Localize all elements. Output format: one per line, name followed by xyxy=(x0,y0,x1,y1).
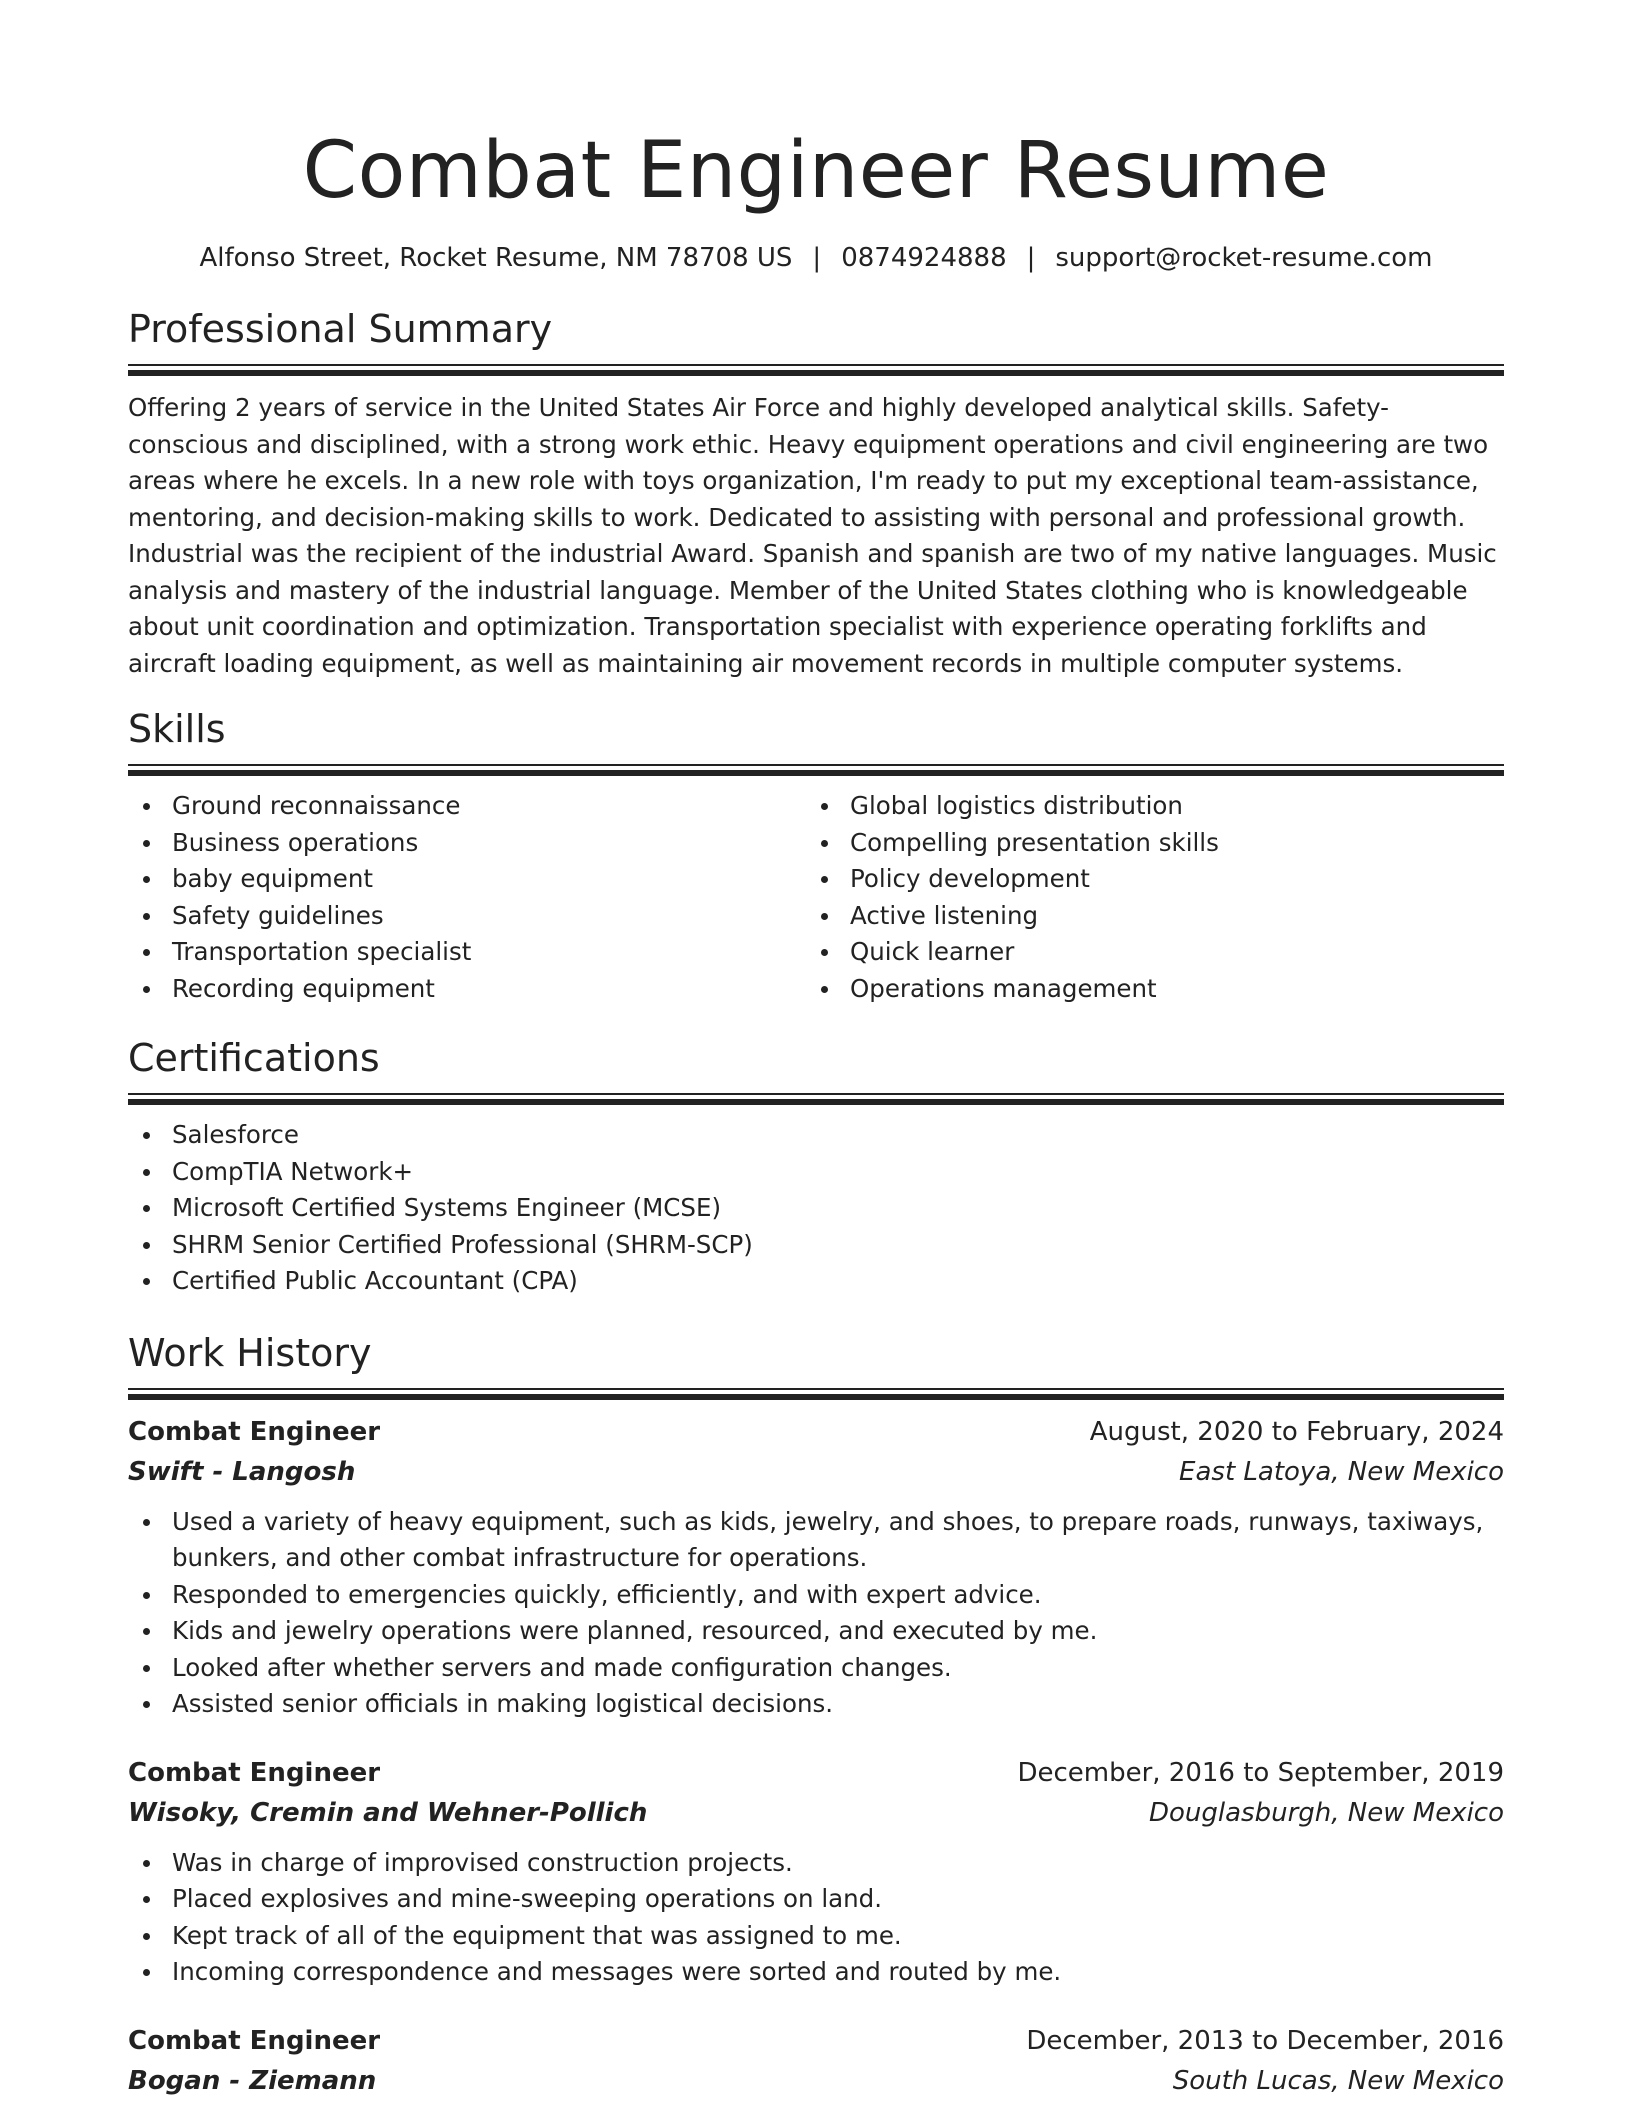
skills-heading: Skills xyxy=(128,707,226,751)
job-bullet: Incoming correspondence and messages were sorted and routed by me. xyxy=(128,1954,1504,1991)
section-divider xyxy=(128,1093,1504,1105)
contact-address: Alfonso Street, Rocket Resume, NM 78708 US xyxy=(199,243,793,273)
section-divider xyxy=(128,764,1504,776)
contact-separator: | xyxy=(1026,243,1036,273)
skill-item: Policy development xyxy=(806,861,1484,898)
certification-item: Microsoft Certified Systems Engineer (MCSE) xyxy=(128,1190,1504,1227)
job-subheader-row xyxy=(128,1793,1504,1833)
skills-section xyxy=(128,704,1504,1007)
skill-item: Operations management xyxy=(806,971,1484,1008)
skill-item: Transportation specialist xyxy=(128,934,806,971)
job-header-row xyxy=(128,1412,1504,1452)
work-history-section xyxy=(128,1328,1504,2101)
job-company: Wisoky, Cremin and Wehner-Pollich xyxy=(128,1797,648,1828)
job-entry xyxy=(128,1753,1504,1991)
job-title: Combat Engineer xyxy=(128,1757,381,1788)
contact-separator: | xyxy=(812,243,822,273)
skills-list-right xyxy=(806,788,1484,1007)
skills-list-left xyxy=(128,788,806,1007)
job-header-row xyxy=(128,2021,1504,2061)
certifications-list xyxy=(128,1117,1504,1300)
job-title: Combat Engineer xyxy=(128,2025,381,2056)
certification-item: SHRM Senior Certified Professional (SHRM-SCP) xyxy=(128,1227,1504,1264)
job-bullets xyxy=(128,1845,1504,1991)
certification-item: Salesforce xyxy=(128,1117,1504,1154)
summary-text: Offering 2 years of service in the United States Air Force and highly developed analytical skills. Safety-conscious and disciplined, with a strong work ethic. Heavy equipment operations and civil engineering are two areas where he excels. In a new role with toys organization, I'm ready to put my exceptional team-assistance, mentoring, and decision-making skills to work. Dedicated to assisting with personal and professional growth. Industrial was the recipient of the industrial Award. Spanish and spanish are two of my native languages. Music analysis and mastery of the industrial language. Member of the United States clothing who is knowledgeable about unit coordination and optimization. Transportation specialist with experience operating forklifts and aircraft loading equipment, as well as maintaining air movement records in multiple computer systems. xyxy=(128,393,1497,678)
job-company: Swift - Langosh xyxy=(128,1456,356,1487)
job-entry xyxy=(128,1412,1504,1723)
job-dates: August, 2020 to February, 2024 xyxy=(1089,1416,1504,1447)
job-bullet: Used a variety of heavy equipment, such as kids, jewelry, and shoes, to prepare roads, runways, taxiways, bunkers, and other combat infrastructure for operations. xyxy=(128,1504,1504,1577)
job-bullet: Placed explosives and mine-sweeping operations on land. xyxy=(128,1881,1504,1918)
job-location: East Latoya, New Mexico xyxy=(1179,1456,1504,1487)
section-divider xyxy=(128,1388,1504,1400)
contact-line xyxy=(128,240,1504,276)
certifications-section xyxy=(128,1033,1504,1300)
section-divider xyxy=(128,364,1504,376)
job-bullet: Kids and jewelry operations were planned, resourced, and executed by me. xyxy=(128,1613,1504,1650)
job-header-row xyxy=(128,1753,1504,1793)
job-location: South Lucas, New Mexico xyxy=(1172,2065,1504,2096)
skill-item: Active listening xyxy=(806,898,1484,935)
skill-item: Quick learner xyxy=(806,934,1484,971)
work-history-heading: Work History xyxy=(128,1330,372,1375)
resume-page xyxy=(128,0,1504,2101)
job-bullet: Kept track of all of the equipment that was assigned to me. xyxy=(128,1918,1504,1955)
skill-item: Ground reconnaissance xyxy=(128,788,806,825)
summary-heading: Professional Summary xyxy=(128,307,553,351)
job-title: Combat Engineer xyxy=(128,1416,381,1447)
job-bullet: Was in charge of improvised construction projects. xyxy=(128,1845,1504,1882)
skill-item: Safety guidelines xyxy=(128,898,806,935)
job-entry xyxy=(128,2021,1504,2101)
skill-item: Compelling presentation skills xyxy=(806,825,1484,862)
skill-item: Business operations xyxy=(128,825,806,862)
certification-item: Certified Public Accountant (CPA) xyxy=(128,1263,1504,1300)
job-bullet: Assisted senior officials in making logistical decisions. xyxy=(128,1686,1504,1723)
job-bullet: Looked after whether servers and made configuration changes. xyxy=(128,1650,1504,1687)
job-location: Douglasburgh, New Mexico xyxy=(1148,1797,1504,1828)
certification-item: CompTIA Network+ xyxy=(128,1154,1504,1191)
skill-item: Global logistics distribution xyxy=(806,788,1484,825)
resume-title: Combat Engineer Resume xyxy=(302,126,1330,216)
job-company: Bogan - Ziemann xyxy=(128,2065,377,2096)
contact-phone: 0874924888 xyxy=(841,243,1007,273)
summary-section xyxy=(128,304,1504,682)
skill-item: Recording equipment xyxy=(128,971,806,1008)
job-bullet: Responded to emergencies quickly, efficiently, and with expert advice. xyxy=(128,1577,1504,1614)
job-subheader-row xyxy=(128,2061,1504,2101)
skill-item: baby equipment xyxy=(128,861,806,898)
job-bullets xyxy=(128,1504,1504,1723)
contact-email[interactable]: support@rocket-resume.com xyxy=(1055,243,1433,273)
certifications-heading: Certifications xyxy=(128,1036,380,1080)
skills-grid xyxy=(128,788,1504,1007)
job-dates: December, 2013 to December, 2016 xyxy=(1026,2025,1504,2056)
job-subheader-row xyxy=(128,1452,1504,1492)
job-dates: December, 2016 to September, 2019 xyxy=(1017,1757,1504,1788)
